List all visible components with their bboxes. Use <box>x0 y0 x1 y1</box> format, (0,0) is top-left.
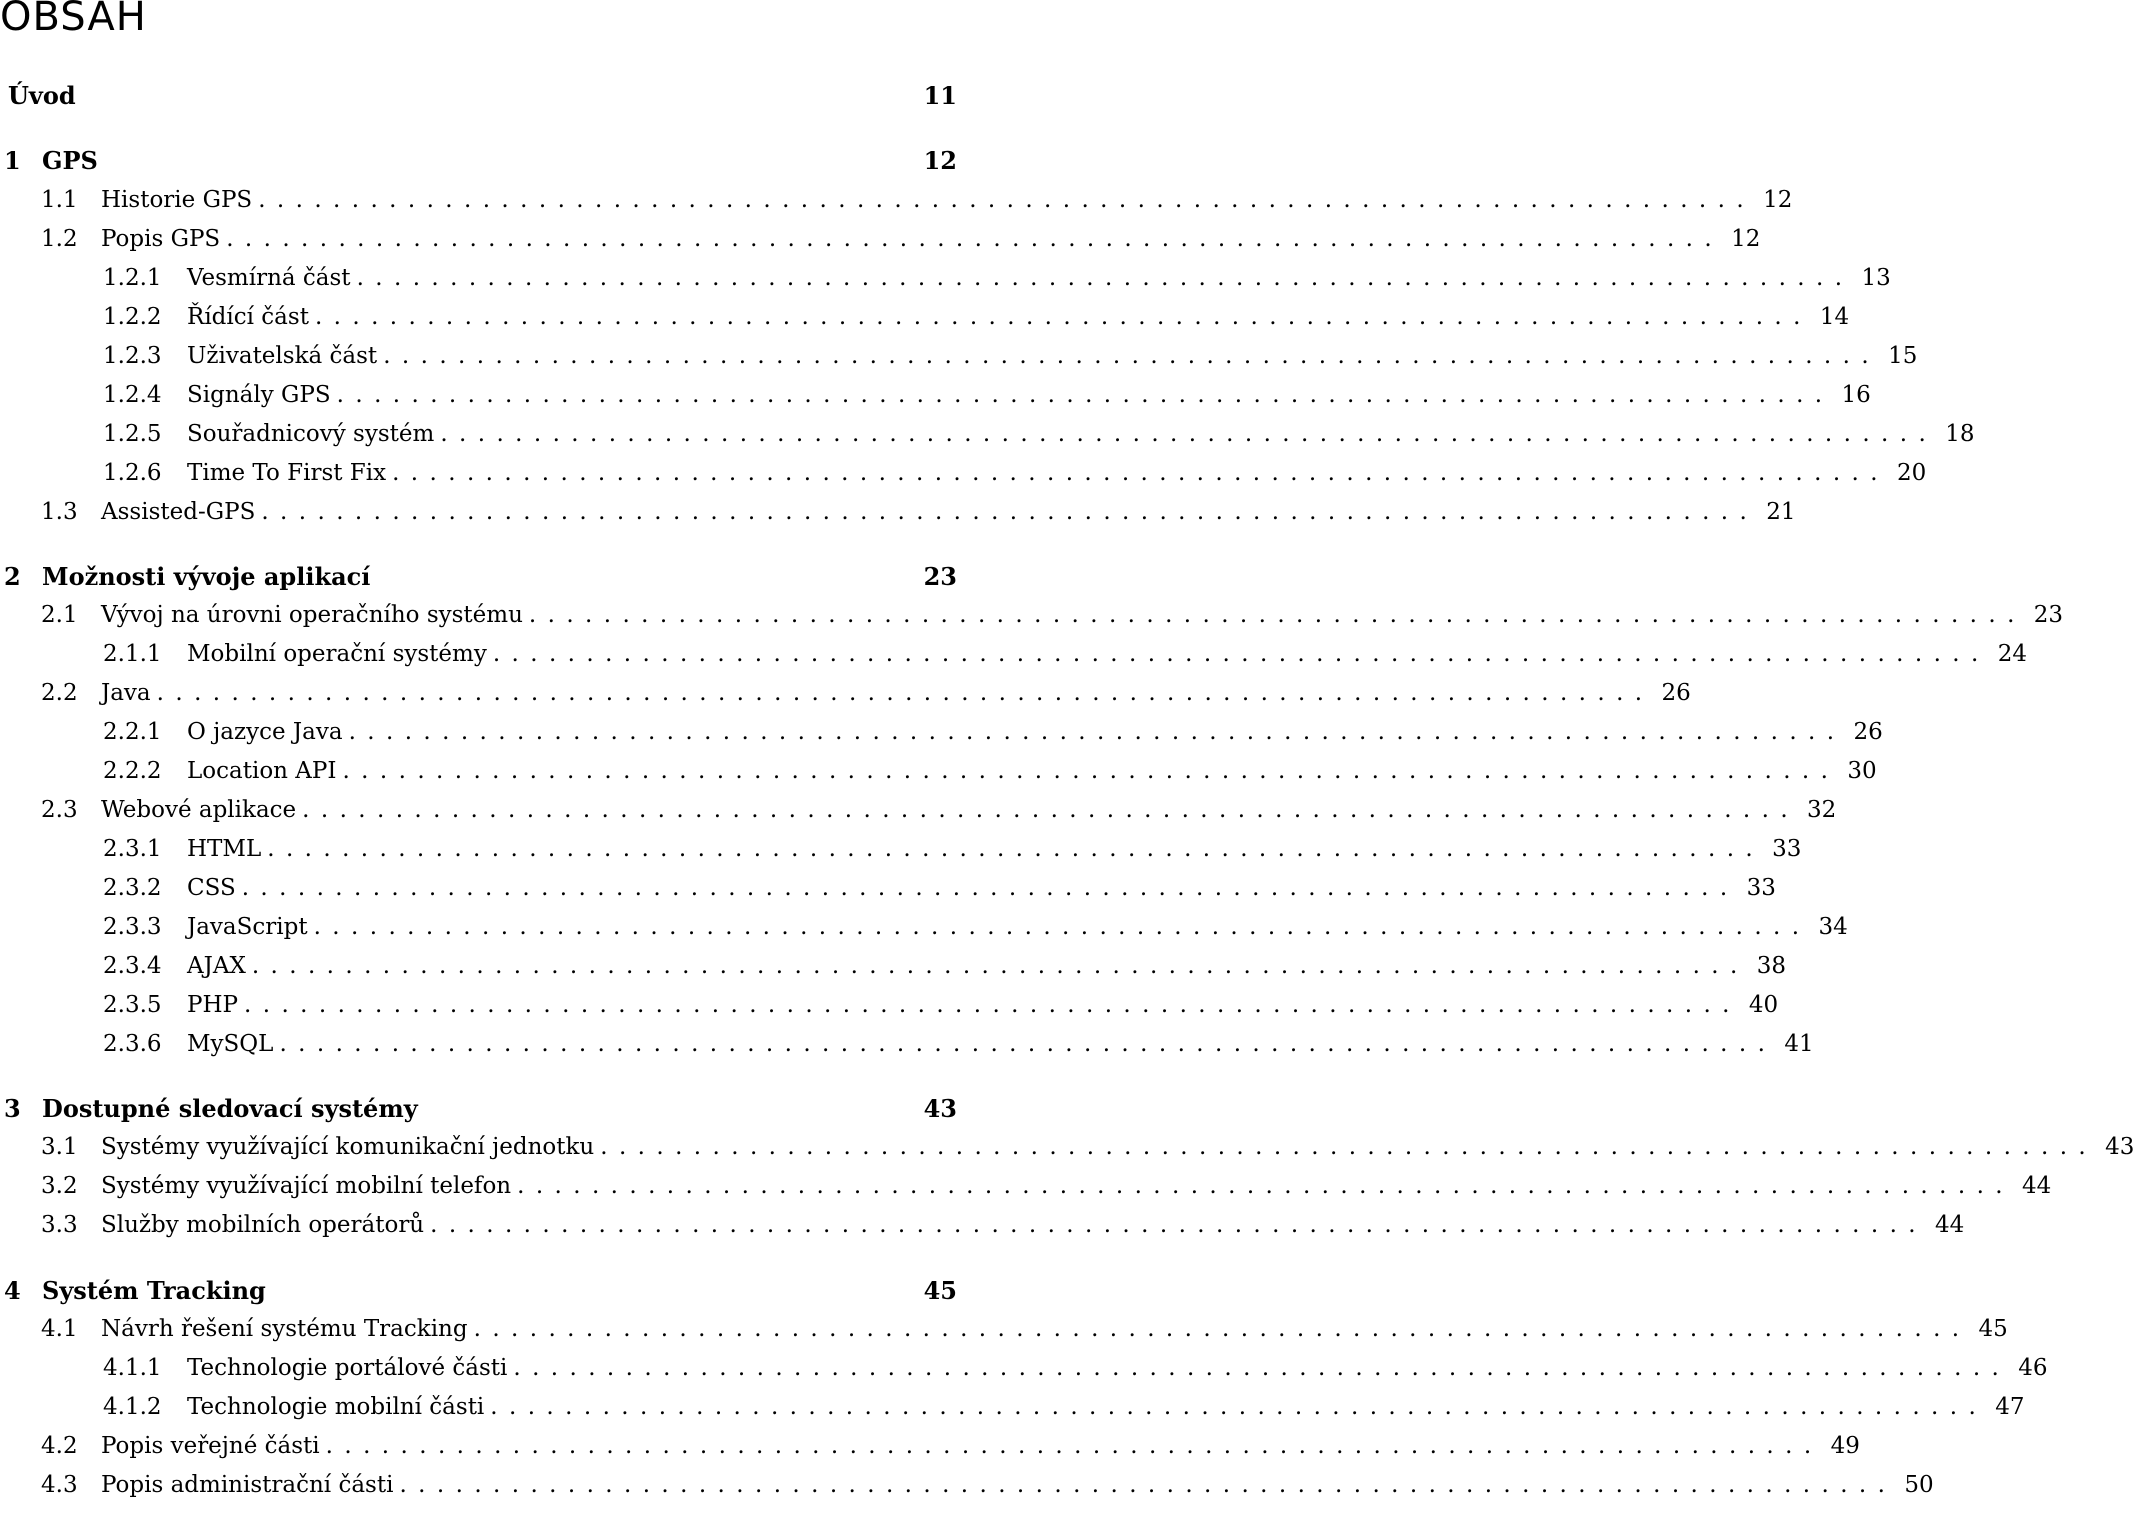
toc-entry-number: 1.2.5 <box>103 421 162 447</box>
toc-section-entry[interactable] <box>0 341 1918 371</box>
toc-dot-leader: ................................................................................ <box>440 421 1938 447</box>
toc-page-number: 12 <box>1763 187 1793 213</box>
toc-section-entry[interactable] <box>0 873 1776 903</box>
toc-entry-number: 1.2.4 <box>103 382 162 408</box>
toc-entry-title: Popis veřejné části <box>101 1433 320 1459</box>
toc-entry-number: 3.2 <box>41 1173 78 1199</box>
toc-section-entry[interactable] <box>0 1431 1860 1461</box>
toc-dot-leader: ................................................................................ <box>600 1134 2098 1160</box>
toc-section-entry[interactable] <box>0 263 1891 293</box>
toc-page-number: 44 <box>1935 1212 1965 1238</box>
toc-entry-number: 2.3.5 <box>103 992 162 1018</box>
toc-page-number: 18 <box>1945 421 1975 447</box>
toc-dot-leader: ................................................................................ <box>226 226 1724 252</box>
toc-entry-title: Location API <box>187 758 337 784</box>
toc-chapter-entry[interactable] <box>0 80 957 110</box>
toc-dot-leader: ................................................................................ <box>430 1212 1928 1238</box>
toc-section-entry[interactable] <box>0 458 1927 488</box>
toc-entry-number: 2.3.4 <box>103 953 162 979</box>
toc-entry-title: Vývoj na úrovni operačního systému <box>101 602 523 628</box>
toc-section-entry[interactable] <box>0 497 1796 527</box>
toc-section-entry[interactable] <box>0 678 1691 708</box>
toc-entry-number: 1.2 <box>41 226 78 252</box>
toc-entry-title: Vesmírná část <box>187 265 351 291</box>
toc-dot-leader: ................................................................................ <box>325 1433 1823 1459</box>
toc-entry-title: GPS <box>42 145 98 175</box>
toc-section-entry[interactable] <box>0 224 1761 254</box>
toc-dot-leader: ................................................................................ <box>244 992 1741 1018</box>
toc-entry-number: 4.1 <box>41 1316 78 1342</box>
toc-entry-number: 4.3 <box>41 1472 78 1498</box>
toc-page-number: 46 <box>2018 1355 2048 1381</box>
toc-dot-leader: ................................................................................ <box>302 797 1800 823</box>
toc-entry-title: Systém Tracking <box>42 1275 266 1305</box>
toc-entry-title: Technologie mobilní části <box>187 1394 485 1420</box>
toc-entry-title: O jazyce Java <box>187 719 343 745</box>
toc-entry-title: PHP <box>187 992 239 1018</box>
toc-entry-title: Dostupné sledovací systémy <box>42 1093 418 1123</box>
toc-entry-number: 4.1.2 <box>103 1394 162 1420</box>
toc-dot-leader: ................................................................................ <box>492 641 1990 667</box>
toc-entry-title: Assisted-GPS <box>101 499 256 525</box>
toc-page-number: 33 <box>1746 875 1776 901</box>
toc-entry-number: 2.3.6 <box>103 1031 162 1057</box>
toc-section-entry[interactable] <box>0 1210 1965 1240</box>
toc-dot-leader: ................................................................................ <box>261 499 1759 525</box>
toc-entry-number: 1.1 <box>41 187 78 213</box>
toc-page-number: 43 <box>923 1093 957 1123</box>
toc-section-entry[interactable] <box>0 834 1802 864</box>
toc-page-number: 44 <box>2022 1173 2052 1199</box>
toc-page-number: 43 <box>2105 1134 2134 1160</box>
toc-page-number: 14 <box>1819 304 1850 330</box>
toc-entry-title: Návrh řešení systému Tracking <box>101 1316 468 1342</box>
toc-entry-title: Time To First Fix <box>187 460 387 486</box>
toc-dot-leader: ................................................................................ <box>513 1355 2011 1381</box>
toc-page-number: 30 <box>1847 758 1877 784</box>
toc-dot-leader: ................................................................................ <box>356 265 1854 291</box>
toc-entry-title: JavaScript <box>187 914 308 940</box>
toc-entry-number: 2.1.1 <box>103 641 162 667</box>
toc-entry-title: HTML <box>187 836 262 862</box>
toc-page-number: 32 <box>1807 797 1837 823</box>
toc-entry-title: Úvod <box>8 80 76 110</box>
toc-section-entry[interactable] <box>0 1392 2025 1422</box>
toc-entry-number: 2.2.1 <box>103 719 162 745</box>
toc-entry-number: 4.1.1 <box>103 1355 162 1381</box>
toc-section-entry[interactable] <box>0 1470 1934 1500</box>
toc-page-number: 45 <box>923 1275 957 1305</box>
toc-dot-leader: ................................................................................ <box>342 758 1840 784</box>
toc-section-entry[interactable] <box>0 1029 1814 1059</box>
toc-chapter-entry[interactable] <box>0 1275 957 1305</box>
toc-section-entry[interactable] <box>0 1132 2134 1162</box>
toc-section-entry[interactable] <box>0 912 1848 942</box>
toc-page-number: 12 <box>1731 226 1761 252</box>
toc-entry-title: Mobilní operační systémy <box>187 641 487 667</box>
toc-entry-number: 4.2 <box>41 1433 78 1459</box>
toc-page-number: 24 <box>1997 641 2027 667</box>
toc-chapter-entry[interactable] <box>0 145 957 175</box>
toc-page-number: 12 <box>923 145 957 175</box>
toc-entry-number: 2.3.1 <box>103 836 162 862</box>
toc-entry-title: Uživatelská část <box>187 343 378 369</box>
toc-entry-title: Systémy využívající mobilní telefon <box>101 1173 512 1199</box>
toc-entry-number: 2 <box>4 561 21 591</box>
toc-dot-leader: ................................................................................ <box>336 382 1834 408</box>
toc-dot-leader: ................................................................................ <box>473 1316 1971 1342</box>
toc-page-number: 13 <box>1861 265 1891 291</box>
toc-entry-title: Souřadnicový systém <box>187 421 435 447</box>
toc-section-entry[interactable] <box>0 756 1877 786</box>
toc-section-entry[interactable] <box>0 717 1883 747</box>
toc-section-entry[interactable] <box>0 302 1850 332</box>
toc-entry-number: 3.1 <box>41 1134 78 1160</box>
toc-dot-leader: ................................................................................ <box>279 1031 1777 1057</box>
toc-section-entry[interactable] <box>0 795 1837 825</box>
toc-dot-leader: ................................................................................ <box>313 914 1811 940</box>
toc-dot-leader: ................................................................................ <box>156 680 1654 706</box>
toc-section-entry[interactable] <box>0 185 1793 215</box>
toc-page-number: 49 <box>1830 1433 1860 1459</box>
toc-page-number: 47 <box>1995 1394 2025 1420</box>
toc-section-entry[interactable] <box>0 951 1786 981</box>
toc-section-entry[interactable] <box>0 1171 2052 1201</box>
toc-entry-number: 1.2.1 <box>103 265 162 291</box>
toc-section-entry[interactable] <box>0 1353 2048 1383</box>
toc-chapter-entry[interactable] <box>0 1093 957 1123</box>
toc-entry-number: 3.3 <box>41 1212 78 1238</box>
toc-dot-leader: ................................................................................ <box>258 187 1756 213</box>
toc-entry-number: 1.2.6 <box>103 460 162 486</box>
toc-entry-number: 2.2.2 <box>103 758 162 784</box>
toc-section-entry[interactable] <box>0 1314 2008 1344</box>
toc-dot-leader: ................................................................................ <box>251 953 1749 979</box>
toc-page-number: 41 <box>1784 1031 1814 1057</box>
toc-section-entry[interactable] <box>0 990 1779 1020</box>
toc-entry-title: AJAX <box>187 953 246 979</box>
toc-dot-leader: ................................................................................ <box>267 836 1765 862</box>
toc-entry-number: 2.3.3 <box>103 914 162 940</box>
toc-dot-leader: ................................................................................ <box>241 875 1739 901</box>
toc-page-number: 23 <box>2033 602 2064 628</box>
toc-page-number: 23 <box>923 561 957 591</box>
toc-page-number: 16 <box>1841 382 1871 408</box>
toc-entry-title: Řídící část <box>187 304 309 330</box>
toc-entry-number: 1 <box>4 145 21 175</box>
toc-entry-title: Signály GPS <box>187 382 331 408</box>
toc-section-entry[interactable] <box>0 639 2027 669</box>
toc-page-number: 21 <box>1766 499 1796 525</box>
toc-dot-leader: ................................................................................ <box>383 343 1881 369</box>
toc-entry-number: 2.1 <box>41 602 78 628</box>
toc-page-number: 20 <box>1896 460 1927 486</box>
toc-entry-title: Java <box>101 680 151 706</box>
toc-dot-leader: ................................................................................ <box>528 602 2026 628</box>
toc-page-number: 26 <box>1661 680 1691 706</box>
toc-dot-leader: ................................................................................ <box>392 460 1889 486</box>
toc-dot-leader: ................................................................................ <box>490 1394 1988 1420</box>
toc-entry-title: MySQL <box>187 1031 274 1057</box>
toc-page-number: 45 <box>1978 1316 2008 1342</box>
toc-entry-number: 1.2.3 <box>103 343 162 369</box>
toc-section-entry[interactable] <box>0 419 1975 449</box>
toc-entry-number: 1.2.2 <box>103 304 162 330</box>
page-title: OBSAH <box>0 0 147 40</box>
toc-chapter-entry[interactable] <box>0 561 957 591</box>
toc-page-number: 38 <box>1756 953 1786 979</box>
toc-page-number: 33 <box>1772 836 1802 862</box>
toc-section-entry[interactable] <box>0 600 2064 630</box>
toc-page-number: 15 <box>1888 343 1918 369</box>
toc-page-number: 40 <box>1748 992 1779 1018</box>
toc-page-number: 34 <box>1818 914 1848 940</box>
toc-entry-number: 1.3 <box>41 499 78 525</box>
toc-entry-title: Popis administrační části <box>101 1472 394 1498</box>
toc-entry-title: CSS <box>187 875 236 901</box>
toc-entry-number: 3 <box>4 1093 21 1123</box>
toc-page-number: 50 <box>1904 1472 1934 1498</box>
toc-entry-title: Služby mobilních operátorů <box>101 1212 425 1238</box>
toc-entry-number: 4 <box>4 1275 21 1305</box>
toc-entry-title: Popis GPS <box>101 226 221 252</box>
toc-entry-title: Technologie portálové části <box>187 1355 508 1381</box>
toc-page-number: 26 <box>1853 719 1883 745</box>
toc-entry-title: Webové aplikace <box>101 797 297 823</box>
toc-dot-leader: ................................................................................ <box>314 304 1812 330</box>
toc-entry-title: Systémy využívající komunikační jednotku <box>101 1134 595 1160</box>
toc-entry-title: Historie GPS <box>101 187 253 213</box>
toc-dot-leader: ................................................................................ <box>348 719 1846 745</box>
toc-section-entry[interactable] <box>0 380 1871 410</box>
toc-dot-leader: ................................................................................ <box>399 1472 1897 1498</box>
toc-entry-number: 2.3 <box>41 797 78 823</box>
toc-dot-leader: ................................................................................ <box>517 1173 2014 1199</box>
toc-entry-number: 2.3.2 <box>103 875 162 901</box>
toc-entry-number: 2.2 <box>41 680 78 706</box>
toc-page-number: 11 <box>923 80 957 110</box>
toc-entry-title: Možnosti vývoje aplikací <box>42 561 371 591</box>
